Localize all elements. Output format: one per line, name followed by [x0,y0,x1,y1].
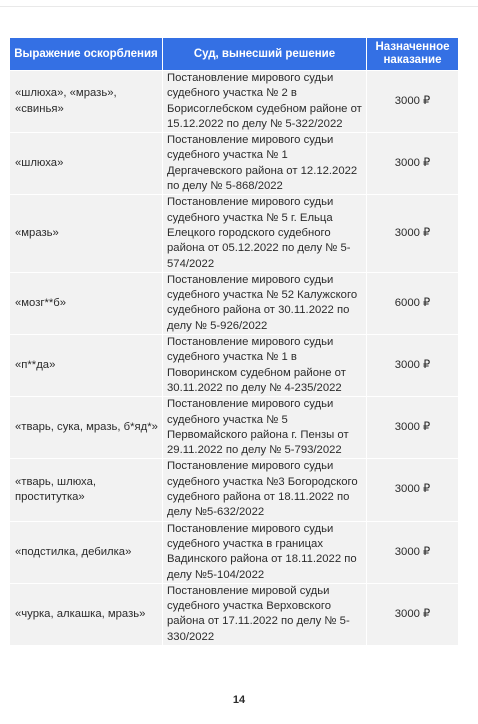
penalties-table [10,38,458,645]
cell-phrase: «шлюха», «мразь», «свинья» [10,70,163,132]
table-row [10,396,458,458]
page-number: 14 [232,694,246,706]
cell-court: Постановление мирового судьи судебного участка № 1 в Поворинском судебном районе от 30.11.2022 по делу № 4-235/2022 [163,334,367,396]
header-phrase: Выражение оскорбления [10,38,163,70]
top-divider [0,6,478,7]
table-row [10,334,458,396]
cell-court: Постановление мирового судьи судебного участка №3 Богородского судебного района от 18.11.2022 по делу №5-632/2022 [163,458,367,520]
cell-penalty: 3000 ₽ [367,70,458,132]
table-row [10,70,458,132]
cell-penalty: 3000 ₽ [367,334,458,396]
cell-penalty: 3000 ₽ [367,458,458,520]
table-row [10,458,458,520]
cell-penalty: 3000 ₽ [367,396,458,458]
cell-court: Постановление мировой судьи судебного участка Верховского района от 17.11.2022 по делу № 5-330/2022 [163,583,367,645]
cell-court: Постановление мирового судьи судебного участка № 5 Первомайского района г. Пензы от 29.11.2022 по делу № 5-793/2022 [163,396,367,458]
cell-phrase: «тварь, шлюха, проститутка» [10,458,163,520]
table-row [10,521,458,583]
cell-phrase: «п**да» [10,334,163,396]
cell-phrase: «тварь, сука, мразь, б*яд*» [10,396,163,458]
cell-penalty: 3000 ₽ [367,521,458,583]
cell-phrase: «мозг**б» [10,272,163,334]
table-row [10,194,458,271]
cell-court: Постановление мирового судьи судебного участка № 52 Калужского судебного района от 30.11.2022 по делу № 5-926/2022 [163,272,367,334]
table-header-row [10,38,458,70]
cell-court: Постановление мирового судьи судебного участка № 5 г. Ельца Елецкого городского судебного района от 05.12.2022 по делу № 5-574/2022 [163,194,367,271]
cell-penalty: 6000 ₽ [367,272,458,334]
table-row [10,272,458,334]
cell-court: Постановление мирового судьи судебного участка в границах Вадинского района от 18.11.2022 по делу №5-104/2022 [163,521,367,583]
cell-penalty: 3000 ₽ [367,132,458,194]
cell-phrase: «мразь» [10,194,163,271]
table-row [10,132,458,194]
cell-court: Постановление мирового судьи судебного участка № 2 в Борисоглебском судебном районе от 15.12.2022 по делу № 5-322/2022 [163,70,367,132]
table-row [10,583,458,645]
cell-phrase: «подстилка, дебилка» [10,521,163,583]
header-court: Суд, вынесший решение [163,38,367,70]
cell-penalty: 3000 ₽ [367,194,458,271]
cell-phrase: «чурка, алкашка, мразь» [10,583,163,645]
header-penalty: Назначенное наказание [367,38,458,70]
cell-phrase: «шлюха» [10,132,163,194]
cell-court: Постановление мирового судьи судебного участка № 1 Дергачевского района от 12.12.2022 по делу № 5-868/2022 [163,132,367,194]
cell-penalty: 3000 ₽ [367,583,458,645]
